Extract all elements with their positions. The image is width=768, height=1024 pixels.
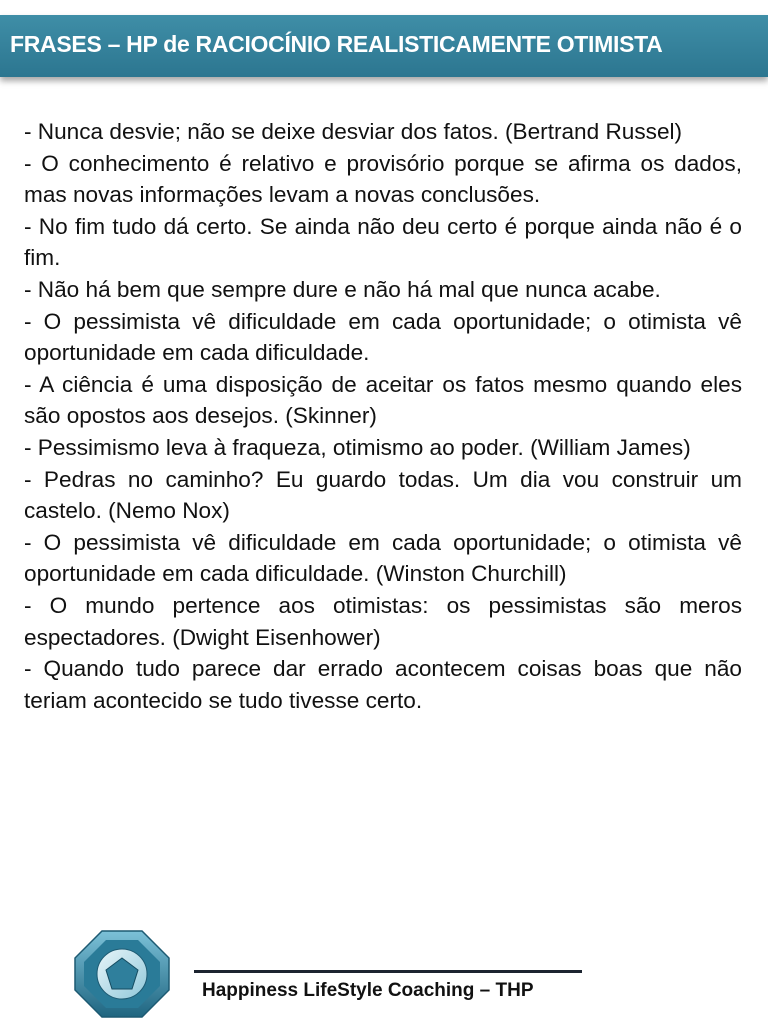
quote-item: - No fim tudo dá certo. Se ainda não deu certo é porque ainda não é o fim. [24, 213, 742, 271]
footer-divider [194, 970, 582, 973]
quote-item: - Não há bem que sempre dure e não há mal que nunca acabe. [24, 276, 661, 302]
quote-item: - A ciência é uma disposição de aceitar os fatos mesmo quando eles são opostos aos desejos. (Skinner) [24, 371, 742, 429]
quote-item: - Pedras no caminho? Eu guardo todas. Um dia vou construir um castelo. (Nemo Nox) [24, 466, 742, 524]
quote-list [24, 116, 742, 716]
quote-item: - Quando tudo parece dar errado acontecem coisas boas que não teriam acontecido se tudo tivesse certo. [24, 656, 742, 713]
quote-item: - Nunca desvie; não se deixe desviar dos fatos. (Bertrand Russel) [24, 119, 683, 144]
page-title: FRASES – HP de RACIOCÍNIO REALISTICAMENTE OTIMISTA [10, 31, 663, 57]
footer-caption: Happiness LifeStyle Coaching – THP [202, 980, 534, 1001]
pentagon-logo-icon [72, 928, 172, 1020]
header-bar [0, 15, 768, 77]
quote-item: - O mundo pertence aos otimistas: os pessimistas são meros espectadores. (Dwight Eisenhower) [24, 592, 742, 650]
quote-item: - O pessimista vê dificuldade em cada oportunidade; o otimista vê oportunidade em cada dificuldade. [24, 308, 742, 366]
quote-item: - Pessimismo leva à fraqueza, otimismo ao poder. (William James) [24, 434, 691, 460]
quote-item: - O conhecimento é relativo e provisório porque se afirma os dados, mas novas informações levam a novas conclusões. [24, 150, 742, 208]
quote-item: - O pessimista vê dificuldade em cada oportunidade; o otimista vê oportunidade em cada dificuldade. (Winston Churchill) [24, 529, 742, 587]
